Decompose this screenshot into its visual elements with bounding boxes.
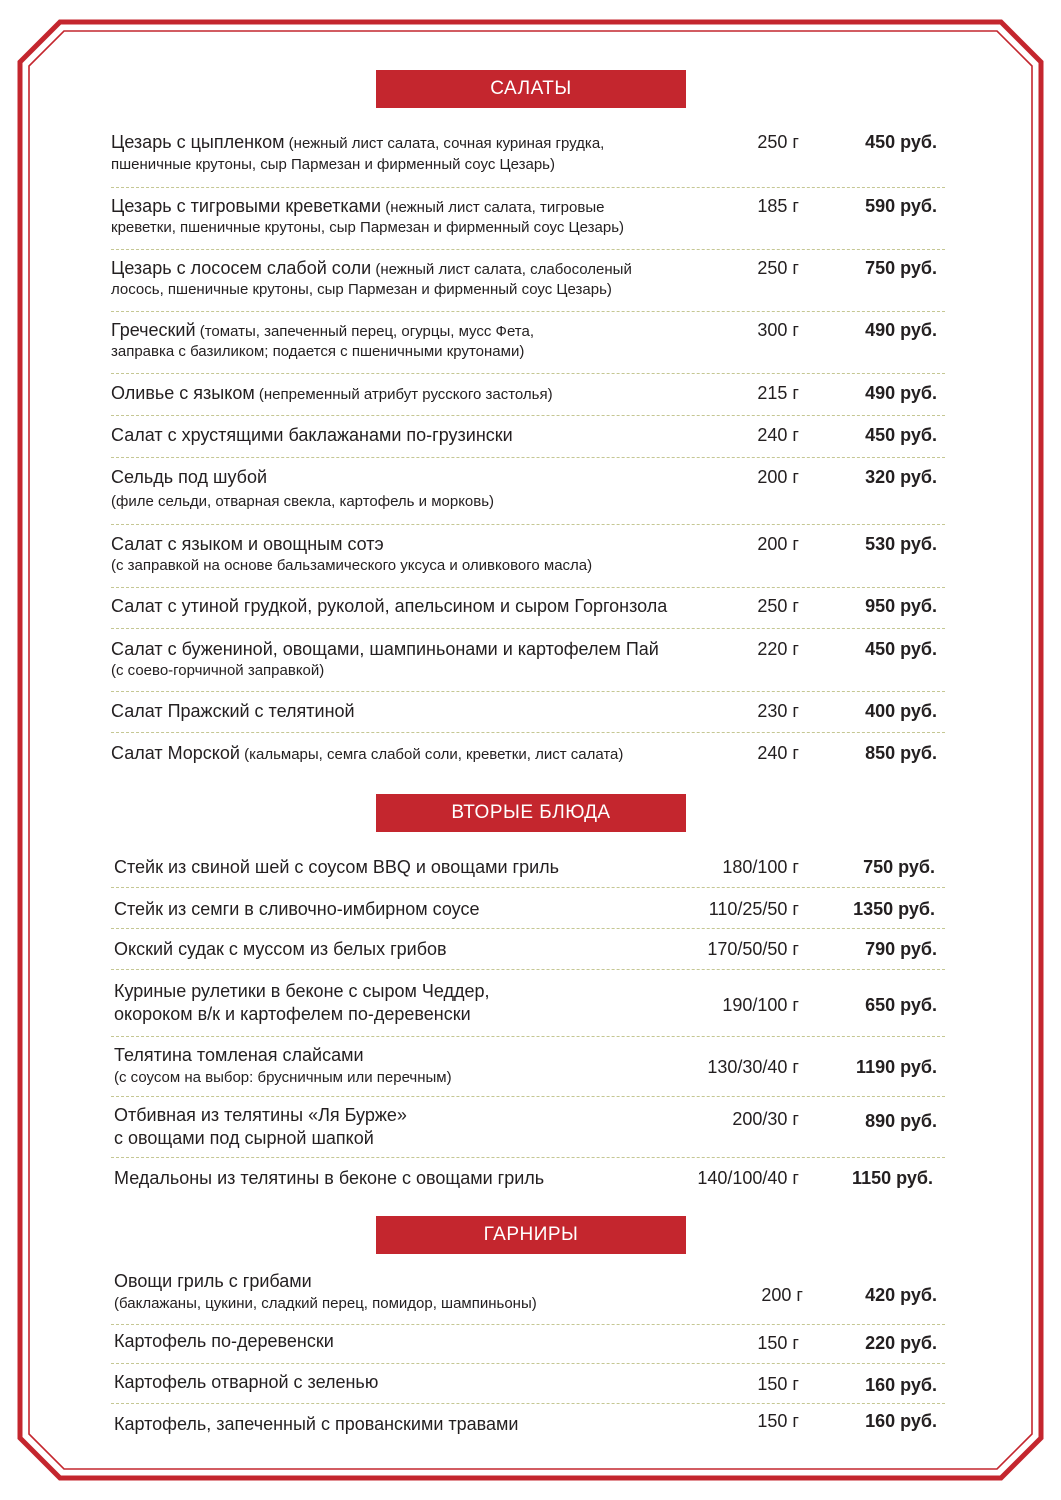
menu-item	[111, 595, 945, 629]
dish-subline: (с соусом на выбор: брусничным или перечным)	[114, 1069, 452, 1086]
dish-weight: 200/30 г	[732, 1109, 799, 1129]
dish-description: (томаты, запеченный перец, огурцы, мусс Фета,	[195, 323, 535, 340]
dish-name: Салат с языком и овощным сотэ	[111, 534, 384, 554]
dish-price: 450 руб.	[865, 132, 937, 152]
section-header-sides	[376, 1216, 686, 1254]
dish-subline: (баклажаны, цукини, сладкий перец, помидор, шампиньоны)	[114, 1295, 537, 1312]
dish-subline: заправка с базиликом; подается с пшеничными крутонами)	[111, 343, 525, 360]
dish-price: 220 руб.	[865, 1333, 937, 1353]
dish-price: 750 руб.	[863, 857, 935, 877]
dish-name: Картофель, запеченный с прованскими травами	[114, 1414, 519, 1434]
menu-item	[111, 898, 945, 929]
dish-weight: 150 г	[757, 1374, 799, 1394]
dish-name: Салат с хрустящими баклажанами по-грузински	[111, 425, 513, 445]
dish-price: 450 руб.	[865, 639, 937, 659]
dish-weight: 200 г	[757, 467, 799, 487]
dish-subline: (филе сельди, отварная свекла, картофель и морковь)	[111, 493, 495, 510]
section-title: ГАРНИРЫ	[483, 1224, 579, 1245]
dish-price: 320 руб.	[865, 467, 937, 487]
menu-item	[111, 1270, 945, 1325]
dish-name: Салат Морской	[111, 743, 240, 763]
dish-price: 750 руб.	[865, 258, 937, 278]
menu-item	[111, 466, 945, 525]
dish-subline: окороком в/к и картофелем по-деревенски	[114, 1004, 471, 1024]
dish-name: Сельдь под шубой	[111, 467, 268, 487]
dish-price: 420 руб.	[865, 1285, 937, 1305]
dish-subline: с овощами под сырной шапкой	[114, 1128, 374, 1148]
menu-item	[111, 1411, 945, 1441]
dish-price: 530 руб.	[865, 534, 937, 554]
dish-price: 650 руб.	[865, 995, 937, 1015]
dish-name: Оливье с языком	[111, 383, 255, 403]
menu-item	[111, 1330, 945, 1364]
dish-weight: 190/100 г	[722, 995, 799, 1015]
menu-item	[111, 131, 945, 188]
dish-price: 400 руб.	[865, 701, 937, 721]
menu-item	[111, 195, 945, 250]
dish-name: Куриные рулетики в беконе с сыром Чеддер,	[114, 981, 490, 1001]
dish-name: Овощи гриль с грибами	[114, 1271, 312, 1291]
menu-item	[111, 742, 945, 772]
menu-item	[111, 1104, 945, 1158]
dish-price: 1350 руб.	[853, 899, 935, 919]
dish-weight: 150 г	[757, 1333, 799, 1353]
dish-price: 490 руб.	[865, 383, 937, 403]
dish-price: 450 руб.	[865, 425, 937, 445]
dish-subline: пшеничные крутоны, сыр Пармезан и фирменный соус Цезарь)	[111, 156, 555, 173]
dish-name: Картофель по-деревенски	[114, 1331, 334, 1351]
menu-item	[111, 980, 945, 1037]
dish-description: (нежный лист салата, сочная куриная грудка,	[284, 135, 605, 152]
dish-subline: креветки, пшеничные крутоны, сыр Пармезан и фирменный соус Цезарь)	[111, 219, 625, 236]
dish-price: 590 руб.	[865, 196, 937, 216]
menu-item	[111, 856, 945, 888]
dish-weight: 300 г	[757, 320, 799, 340]
dish-name: Цезарь с лососем слабой соли	[111, 258, 372, 278]
section-header-salads	[376, 70, 686, 108]
dish-weight: 180/100 г	[722, 857, 799, 877]
dish-name: Окский судак с муссом из белых грибов	[114, 939, 447, 959]
menu-item	[111, 1044, 945, 1097]
section-title: САЛАТЫ	[490, 78, 572, 99]
dish-description: (кальмары, семга слабой соли, креветки, лист салата)	[239, 746, 624, 763]
dish-subline: (с заправкой на основе бальзамического уксуса и оливкового масла)	[111, 557, 593, 574]
dish-weight: 200 г	[761, 1285, 803, 1305]
menu-item	[111, 533, 945, 588]
menu-item	[111, 257, 945, 312]
dish-name: Отбивная из телятины «Ля Бурже»	[114, 1105, 407, 1125]
dish-subline: (с соево-горчичной заправкой)	[111, 662, 325, 679]
dish-weight: 170/50/50 г	[707, 939, 799, 959]
dish-weight: 150 г	[757, 1411, 799, 1431]
dish-price: 1190 руб.	[856, 1057, 937, 1077]
menu-item	[111, 938, 945, 970]
dish-description: (нежный лист салата, слабосоленый	[371, 261, 632, 278]
dish-price: 490 руб.	[865, 320, 937, 340]
dish-weight: 250 г	[757, 258, 799, 278]
menu-item	[111, 1371, 945, 1404]
menu-item	[111, 424, 945, 458]
dish-weight: 130/30/40 г	[707, 1057, 799, 1077]
dish-name: Цезарь с цыпленком	[111, 132, 285, 152]
dish-price: 950 руб.	[865, 596, 937, 616]
dish-weight: 250 г	[757, 596, 799, 616]
dish-name: Стейк из свиной шей с соусом BBQ и овощами гриль	[114, 857, 560, 877]
dish-price: 160 руб.	[865, 1411, 937, 1431]
dish-price: 160 руб.	[865, 1375, 937, 1395]
dish-weight: 215 г	[757, 383, 799, 403]
menu-item	[111, 382, 945, 416]
dish-weight: 240 г	[757, 743, 799, 763]
dish-weight: 220 г	[757, 639, 799, 659]
dish-name: Телятина томленая слайсами	[114, 1045, 364, 1065]
dish-description: (непременный атрибут русского застолья)	[254, 386, 553, 403]
dish-weight: 200 г	[757, 534, 799, 554]
menu-item	[111, 319, 945, 374]
dish-weight: 140/100/40 г	[697, 1168, 799, 1188]
dish-subline: лосось, пшеничные крутоны, сыр Пармезан и фирменный соус Цезарь)	[111, 281, 612, 298]
dish-description: (нежный лист салата, тигровые	[381, 199, 605, 216]
dish-name: Медальоны из телятины в беконе с овощами гриль	[114, 1168, 545, 1188]
dish-price: 1150 руб.	[852, 1168, 933, 1188]
dish-name: Салат с бужениной, овощами, шампиньонами и картофелем Пай	[111, 639, 659, 659]
menu-item	[111, 638, 945, 692]
dish-weight: 230 г	[757, 701, 799, 721]
section-header-mains	[376, 794, 686, 832]
menu-item	[111, 1167, 945, 1197]
dish-name: Салат с утиной грудкой, руколой, апельсином и сыром Горгонзола	[111, 596, 668, 616]
dish-weight: 250 г	[757, 132, 799, 152]
dish-name: Картофель отварной с зеленью	[114, 1372, 379, 1392]
dish-name: Греческий	[111, 320, 196, 340]
section-title: ВТОРЫЕ БЛЮДА	[451, 802, 611, 823]
dish-name: Цезарь с тигровыми креветками	[111, 196, 382, 216]
dish-name: Стейк из семги в сливочно-имбирном соусе	[114, 899, 480, 919]
dish-price: 850 руб.	[865, 743, 937, 763]
dish-weight: 110/25/50 г	[708, 899, 799, 919]
dish-price: 790 руб.	[865, 939, 937, 959]
dish-weight: 185 г	[757, 196, 799, 216]
dish-name: Салат Пражский с телятиной	[111, 701, 355, 721]
menu-item	[111, 700, 945, 733]
dish-price: 890 руб.	[865, 1111, 937, 1131]
dish-weight: 240 г	[757, 425, 799, 445]
